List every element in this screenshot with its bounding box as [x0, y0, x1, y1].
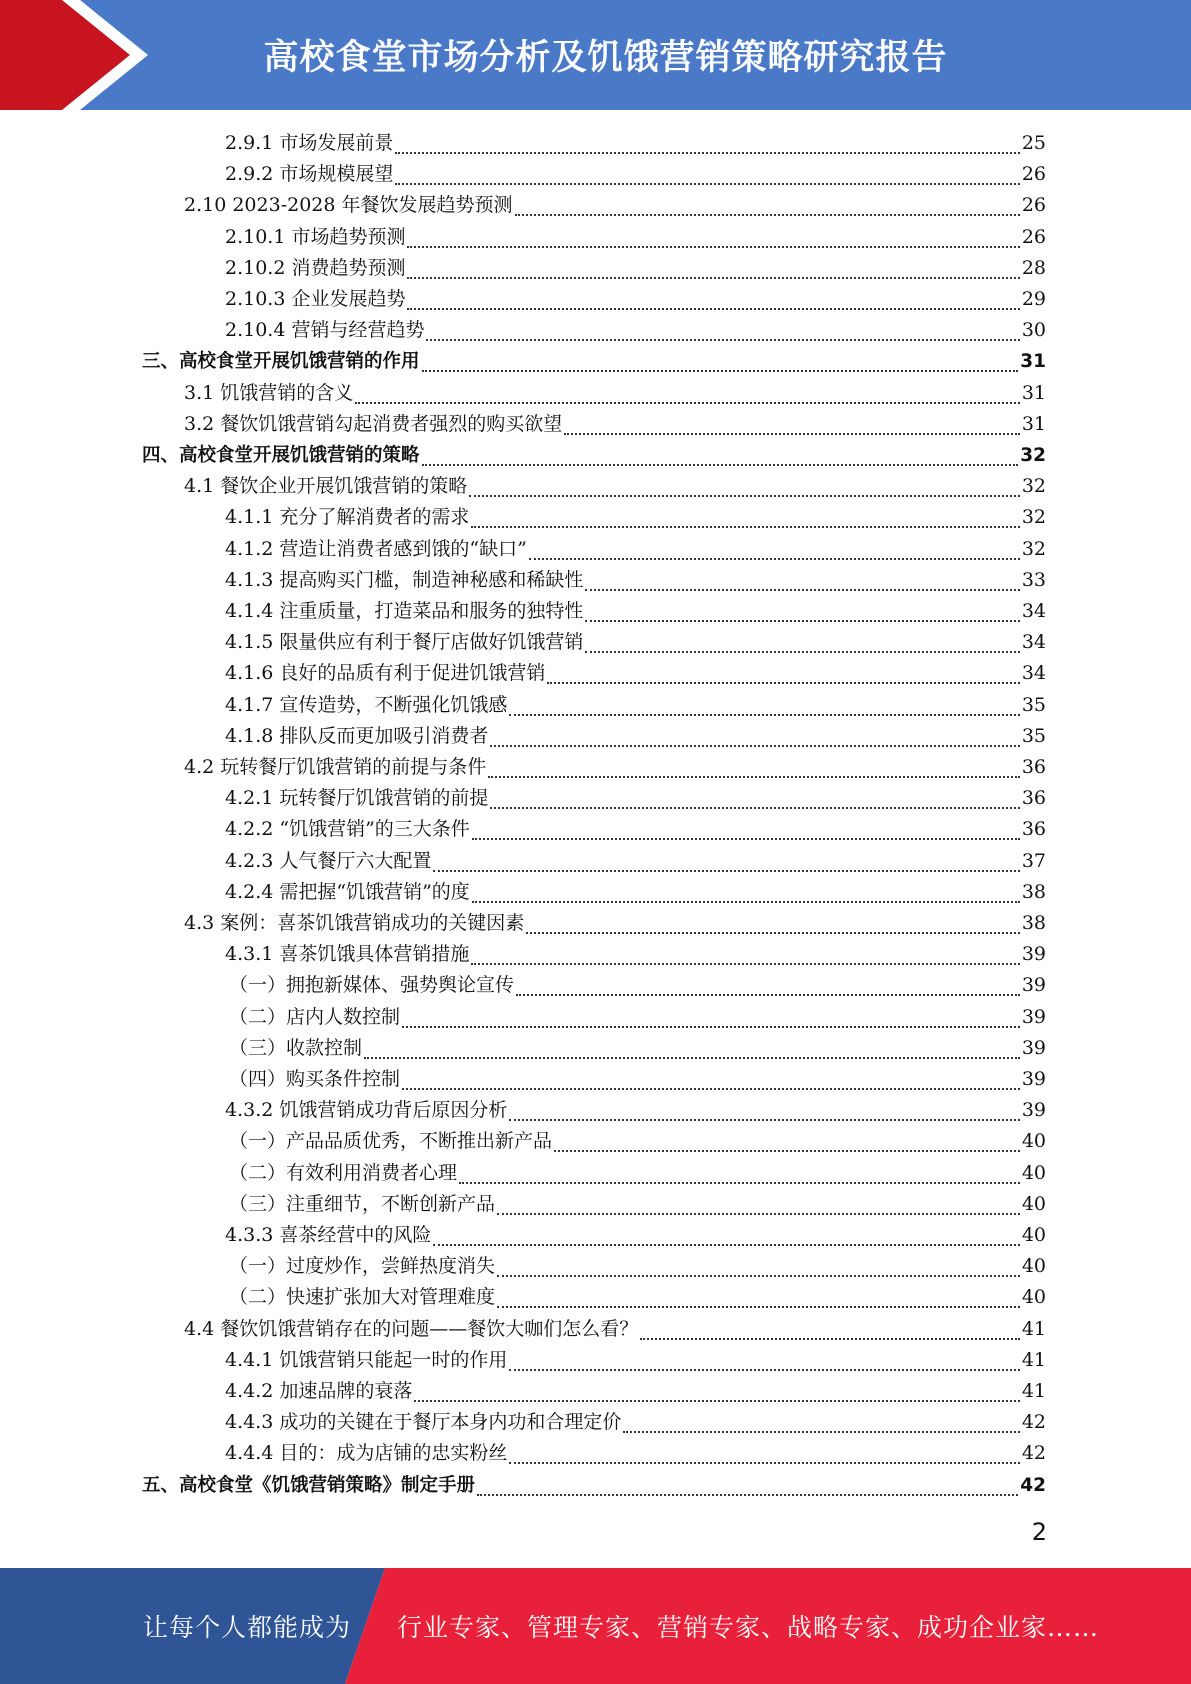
toc-entry-title: 4.4.1 饥饿营销只能起一时的作用 [225, 1348, 508, 1371]
toc-entry-page: 34 [1021, 600, 1046, 622]
toc-entry-title: 五、高校食堂《饥饿营销策略》制定手册 [142, 1474, 476, 1496]
toc-entry-title: （一）产品品质优秀，不断推出新产品 [229, 1130, 553, 1153]
toc-entry[interactable] [229, 1064, 1046, 1095]
toc-entry[interactable] [225, 1345, 1046, 1376]
toc-entry-page: 39 [1021, 1099, 1046, 1122]
toc-entry-title: 4.3.2 饥饿营销成功背后原因分析 [225, 1099, 508, 1122]
toc-dot-leader [497, 1305, 1020, 1308]
toc-entry-title: （二）有效利用消费者心理 [229, 1161, 458, 1184]
toc-dot-leader [471, 525, 1019, 528]
toc-entry-title: 2.10.2 消费趋势预测 [225, 256, 406, 279]
toc-entry-title: （三）注重细节，不断创新产品 [229, 1192, 496, 1215]
toc-entry-page: 36 [1021, 818, 1046, 841]
toc-entry-title: （一）过度炒作，尝鲜热度消失 [229, 1255, 496, 1278]
toc-entry-page: 32 [1021, 475, 1046, 498]
toc-entry-title: 2.10.4 营销与经营趋势 [225, 319, 425, 342]
toc-entry[interactable] [184, 378, 1046, 409]
toc-dot-leader [509, 713, 1019, 716]
toc-entry[interactable] [225, 284, 1046, 315]
toc-entry[interactable] [229, 1282, 1046, 1313]
toc-entry-page: 40 [1021, 1161, 1046, 1184]
toc-entry[interactable] [225, 534, 1046, 565]
toc-entry[interactable] [229, 970, 1046, 1001]
toc-entry[interactable] [225, 159, 1046, 190]
toc-entry-page: 38 [1021, 880, 1046, 903]
toc-entry-title: 3.2 餐饮饥饿营销勾起消费者强烈的购买欲望 [184, 412, 563, 435]
toc-entry[interactable] [225, 627, 1046, 658]
toc-entry-title: 4.4.2 加速品牌的衰落 [225, 1380, 413, 1402]
toc-entry-page: 39 [1021, 974, 1046, 997]
toc-entry-title: 4.1.5 限量供应有利于餐厅店做好饥饿营销 [225, 631, 584, 654]
toc-entry[interactable] [225, 658, 1046, 689]
toc-entry-page: 31 [1021, 381, 1046, 404]
toc-entry[interactable] [229, 1002, 1046, 1033]
toc-entry-page: 42 [1021, 1442, 1046, 1465]
toc-entry-title: 2.9.1 市场发展前景 [225, 132, 394, 154]
toc-dot-leader [355, 401, 1020, 404]
toc-dot-leader [459, 1181, 1020, 1184]
toc-entry-page: 35 [1021, 724, 1046, 747]
toc-entry-title: 4.1.1 充分了解消费者的需求 [225, 506, 470, 529]
toc-dot-leader [516, 993, 1020, 996]
toc-entry-page: 36 [1021, 787, 1046, 810]
toc-dot-leader [395, 151, 1019, 154]
toc-dot-leader [490, 806, 1019, 809]
toc-dot-leader [547, 681, 1019, 684]
toc-dot-leader [433, 869, 1019, 872]
toc-dot-leader [422, 369, 1019, 372]
toc-entry-title: 3.1 饥饿营销的含义 [184, 381, 354, 404]
toc-entry-title: 4.2 玩转餐厅饥饿营销的前提与条件 [184, 756, 487, 778]
toc-entry-page: 41 [1021, 1317, 1046, 1340]
toc-dot-leader [497, 1274, 1020, 1277]
toc-entry[interactable] [225, 877, 1046, 908]
toc-entry-page: 26 [1021, 163, 1046, 186]
toc-entry[interactable] [225, 783, 1046, 814]
toc-entry-page: 37 [1021, 849, 1046, 872]
toc-entry-page: 25 [1021, 132, 1046, 154]
toc-entry[interactable] [225, 565, 1046, 596]
toc-entry[interactable] [225, 1220, 1046, 1251]
toc-entry-title: 4.2.4 需把握“饥饿营销”的度 [225, 880, 470, 903]
toc-dot-leader [515, 213, 1020, 216]
toc-entry[interactable] [229, 1126, 1046, 1157]
toc-entry-page: 40 [1021, 1224, 1046, 1246]
toc-entry-page: 39 [1021, 1036, 1046, 1059]
toc-entry-page: 34 [1021, 631, 1046, 654]
toc-dot-leader [497, 1212, 1020, 1215]
toc-entry-page: 32 [1020, 445, 1046, 466]
footer-slogan-right: 行业专家、管理专家、营销专家、战略专家、成功企业家…… [397, 1613, 1100, 1642]
toc-entry-page: 26 [1021, 225, 1046, 248]
toc-dot-leader [477, 1493, 1018, 1496]
toc-entry[interactable] [225, 939, 1046, 970]
toc-entry[interactable] [229, 1251, 1046, 1282]
toc-entry-page: 39 [1021, 1005, 1046, 1028]
toc-entry-title: 4.2.3 人气餐厅六大配置 [225, 849, 432, 872]
toc-entry[interactable] [229, 1033, 1046, 1064]
toc-dot-leader [469, 494, 1020, 497]
toc-entry-page: 32 [1021, 537, 1046, 560]
toc-entry-page: 31 [1021, 412, 1046, 435]
toc-entry-page: 26 [1021, 194, 1046, 217]
toc-entry-page: 36 [1021, 756, 1046, 778]
toc-entry[interactable] [225, 253, 1046, 284]
toc-entry-page: 41 [1021, 1348, 1046, 1371]
toc-entry[interactable] [225, 721, 1046, 752]
toc-entry[interactable] [184, 190, 1046, 221]
toc-dot-leader [414, 1399, 1019, 1402]
toc-entry-page: 32 [1021, 506, 1046, 529]
toc-entry[interactable] [184, 908, 1046, 939]
toc-dot-leader [564, 432, 1020, 435]
toc-dot-leader [402, 1025, 1020, 1028]
toc-entry[interactable] [225, 1407, 1046, 1438]
toc-entry-title: 2.9.2 市场规模展望 [225, 163, 394, 186]
toc-entry[interactable] [184, 752, 1046, 783]
toc-entry[interactable] [229, 1189, 1046, 1220]
header-banner [0, 0, 1191, 110]
toc-dot-leader [472, 900, 1020, 903]
toc-entry-page: 42 [1021, 1411, 1046, 1434]
toc-dot-leader [422, 463, 1019, 466]
toc-entry-title: 4.4 餐饮饥饿营销存在的问题——餐饮大咖们怎么看？ [184, 1317, 639, 1340]
toc-entry-title: 2.10.1 市场趋势预测 [225, 225, 406, 248]
toc-entry-title: （二）店内人数控制 [229, 1005, 401, 1028]
toc-entry[interactable] [229, 1158, 1046, 1189]
toc-entry[interactable] [184, 409, 1046, 440]
toc-entry-title: 4.1.3 提高购买门槛，制造神秘感和稀缺性 [225, 568, 584, 591]
toc-entry[interactable] [225, 222, 1046, 253]
toc-entry[interactable] [225, 1376, 1046, 1407]
toc-entry[interactable] [142, 440, 1046, 471]
toc-dot-leader [402, 1087, 1020, 1090]
toc-dot-leader [433, 1243, 1019, 1246]
toc-entry[interactable] [225, 128, 1046, 159]
toc-entry-title: 4.1.4 注重质量，打造菜品和服务的独特性 [225, 600, 584, 622]
toc-entry[interactable] [142, 1470, 1046, 1501]
toc-dot-leader [426, 338, 1019, 341]
toc-entry-title: 三、高校食堂开展饥饿营销的作用 [142, 351, 420, 373]
toc-entry[interactable] [142, 346, 1046, 377]
toc-entry-page: 29 [1021, 288, 1046, 310]
toc-dot-leader [640, 1337, 1020, 1340]
toc-entry-title: 4.1.6 良好的品质有利于促进饥饿营销 [225, 662, 546, 685]
toc-dot-leader [407, 307, 1019, 310]
footer-banner [0, 1568, 1191, 1684]
toc-dot-leader [364, 1056, 1020, 1059]
toc-entry-title: 4.1.2 营造让消费者感到饿的“缺口” [225, 537, 527, 560]
toc-dot-leader [526, 931, 1020, 934]
toc-entry-page: 40 [1021, 1255, 1046, 1278]
toc-dot-leader [509, 1461, 1019, 1464]
toc-entry[interactable] [225, 1095, 1046, 1126]
toc-dot-leader [395, 182, 1019, 185]
toc-dot-leader [529, 557, 1020, 560]
toc-dot-leader [407, 245, 1019, 248]
toc-entry-page: 35 [1021, 693, 1046, 716]
toc-dot-leader [554, 1149, 1020, 1152]
footer-slogan-left: 让每个人都能成为 [143, 1613, 352, 1642]
toc-entry-page: 40 [1021, 1286, 1046, 1309]
toc-dot-leader [623, 1430, 1019, 1433]
toc-entry-title: 4.1 餐饮企业开展饥饿营销的策略 [184, 475, 468, 498]
toc-entry[interactable] [225, 315, 1046, 346]
toc-entry-title: 2.10 2023-2028 年餐饮发展趋势预测 [184, 194, 513, 217]
toc-entry-page: 30 [1021, 319, 1046, 342]
toc-entry-title: 4.1.8 排队反而更加吸引消费者 [225, 724, 489, 747]
toc-entry-page: 39 [1021, 1068, 1046, 1090]
toc-entry-page: 40 [1021, 1130, 1046, 1153]
toc-entry-title: 4.1.7 宣传造势，不断强化饥饿感 [225, 693, 508, 716]
toc-dot-leader [472, 837, 1020, 840]
toc-dot-leader [509, 1368, 1019, 1371]
page-number: 2 [1031, 1518, 1047, 1546]
toc-entry-title: （三）收款控制 [229, 1036, 363, 1059]
toc-entry-title: 4.3.1 喜茶饥饿具体营销措施 [225, 943, 470, 966]
toc-entry[interactable] [225, 1438, 1046, 1469]
toc-entry-page: 39 [1021, 943, 1046, 966]
toc-entry-page: 28 [1021, 256, 1046, 279]
toc-dot-leader [509, 1118, 1019, 1121]
toc-entry-page: 38 [1021, 912, 1046, 934]
toc-entry[interactable] [225, 596, 1046, 627]
toc-dot-leader [490, 744, 1019, 747]
toc-entry-title: （二）快速扩张加大对管理难度 [229, 1286, 496, 1309]
toc-entry-page: 41 [1021, 1380, 1046, 1402]
toc-entry[interactable] [225, 846, 1046, 877]
toc-entry-title: 2.10.3 企业发展趋势 [225, 288, 406, 310]
toc-dot-leader [407, 276, 1019, 279]
toc-entry-title: 4.3 案例：喜茶饥饿营销成功的关键因素 [184, 912, 525, 934]
toc-entry[interactable] [184, 1314, 1046, 1345]
toc-entry-page: 40 [1021, 1192, 1046, 1215]
header-title: 高校食堂市场分析及饥饿营销策略研究报告 [263, 38, 948, 78]
toc-dot-leader [471, 962, 1019, 965]
toc-dot-leader [585, 650, 1019, 653]
toc-entry-title: （四）购买条件控制 [229, 1068, 401, 1090]
toc-entry[interactable] [225, 814, 1046, 845]
toc-entry-page: 33 [1021, 568, 1046, 591]
toc-entry-page: 34 [1021, 662, 1046, 685]
toc-entry[interactable] [225, 502, 1046, 533]
toc-dot-leader [585, 619, 1019, 622]
toc-entry-title: 4.2.2 “饥饿营销”的三大条件 [225, 818, 470, 841]
toc-dot-leader [585, 588, 1019, 591]
toc-dot-leader [488, 775, 1020, 778]
toc-entry-page: 42 [1020, 1474, 1046, 1496]
toc-entry-page: 31 [1020, 351, 1046, 373]
toc-entry[interactable] [184, 471, 1046, 502]
toc-entry-title: 四、高校食堂开展饥饿营销的策略 [142, 445, 420, 466]
toc-entry-title: 4.2.1 玩转餐厅饥饿营销的前提 [225, 787, 489, 810]
toc-entry-title: 4.4.3 成功的关键在于餐厅本身内功和合理定价 [225, 1411, 622, 1434]
toc-entry-title: 4.4.4 目的：成为店铺的忠实粉丝 [225, 1442, 508, 1465]
toc-entry-title: 4.3.3 喜茶经营中的风险 [225, 1224, 432, 1246]
toc-entry[interactable] [225, 690, 1046, 721]
toc-entry-title: （一）拥抱新媒体、强势舆论宣传 [229, 974, 515, 997]
